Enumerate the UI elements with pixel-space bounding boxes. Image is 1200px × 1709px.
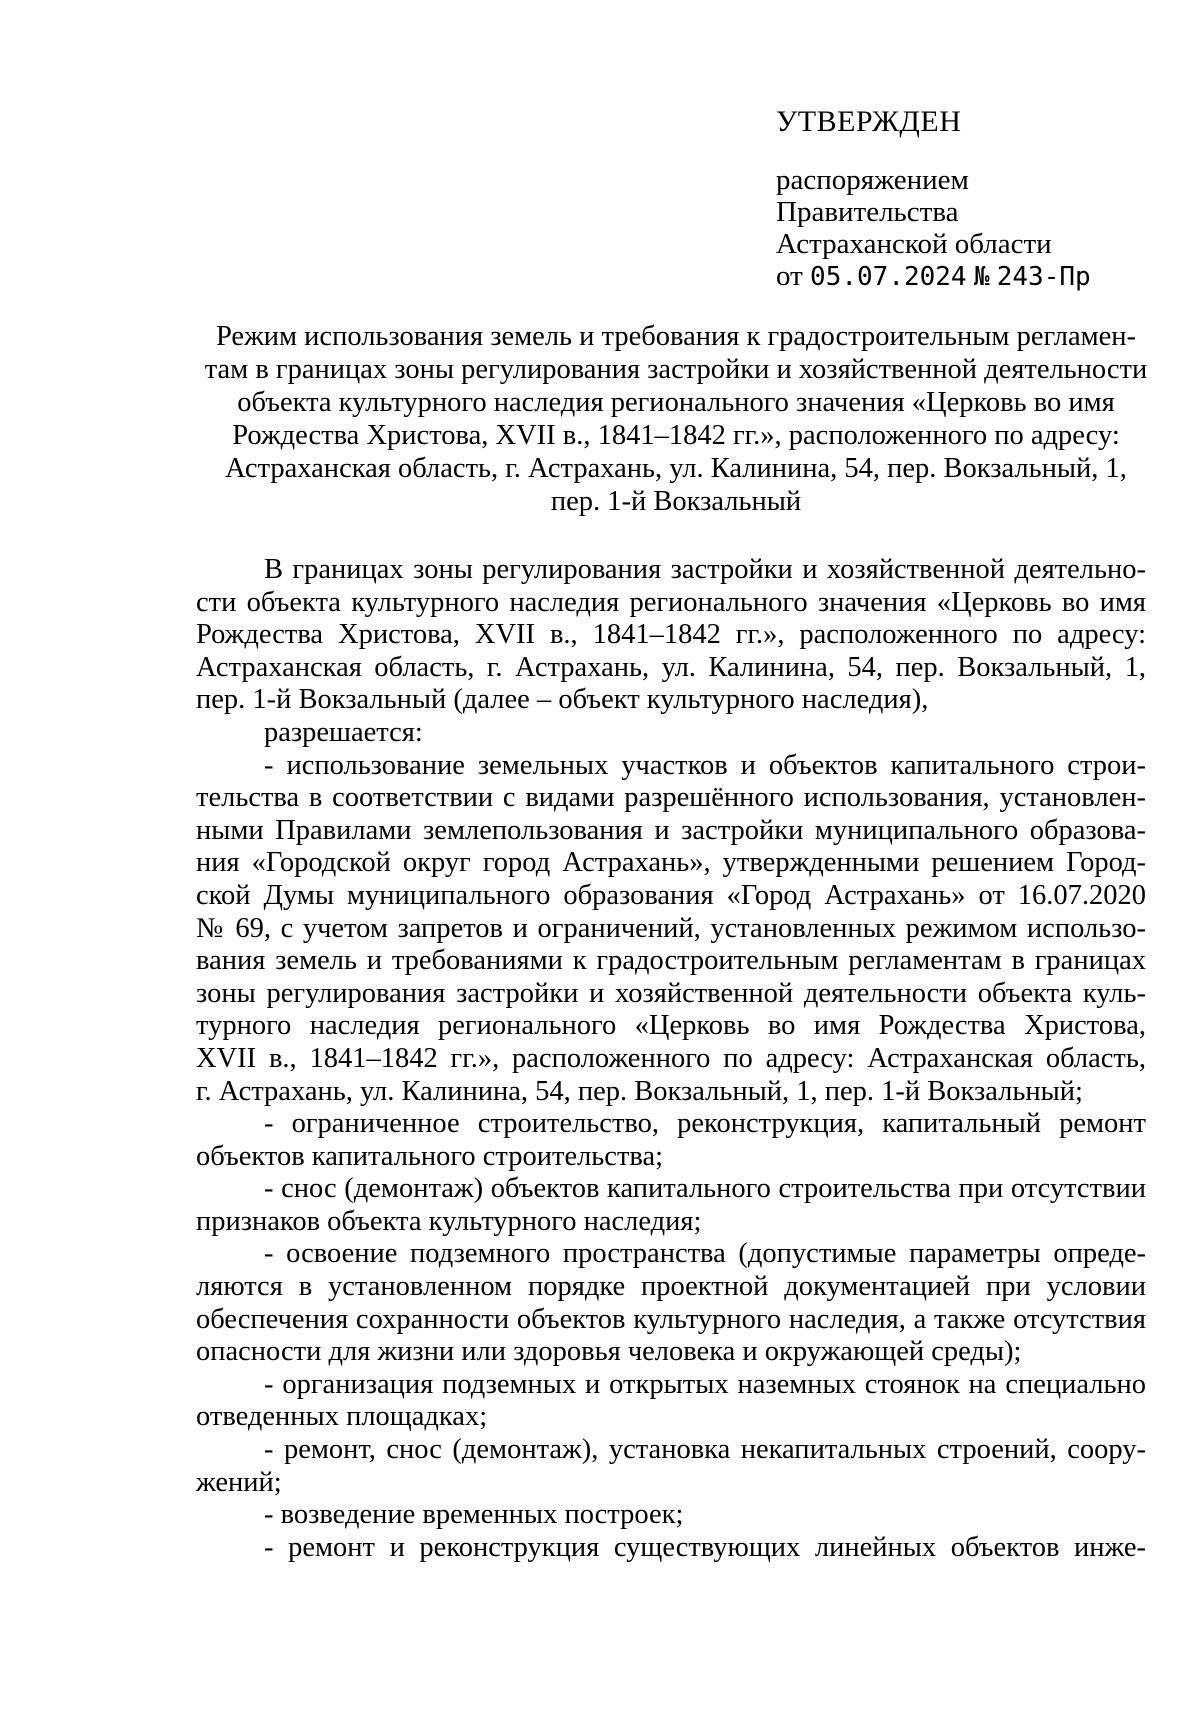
- allowed-label: разрешается:: [264, 716, 423, 748]
- body-line: - использование земельных участков и объектов капитального строи-: [264, 749, 1146, 781]
- body-line: турного наследия регионального «Церковь во имя Рождества Христова,: [196, 1010, 1146, 1042]
- body-line: вания земель и требованиями к градостроительным регламентам в границах: [196, 945, 1146, 977]
- approval-title: УТВЕРЖДЕН: [776, 105, 962, 138]
- body-line: - снос (демонтаж) объектов капитального строительства при отсутствии: [264, 1173, 1146, 1205]
- approval-date-prefix: от: [776, 260, 803, 292]
- body-line: признаков объекта культурного наследия;: [196, 1205, 702, 1237]
- heading-line: объекта культурного наследия регионального значения «Церковь во имя: [237, 387, 1115, 418]
- body-line: - возведение временных построек;: [264, 1499, 684, 1531]
- body-line: зоны регулирования застройки и хозяйственной деятельности объекта куль-: [196, 977, 1146, 1009]
- body-line: Астраханская область, г. Астрахань, ул. Калинина, 54, пер. Вокзальный, 1,: [196, 651, 1146, 683]
- body-line: - ремонт, снос (демонтаж), установка некапитальных строений, соору-: [264, 1434, 1146, 1466]
- body-line: - ограниченное строительство, реконструкция, капитальный ремонт: [264, 1108, 1146, 1140]
- body-line: ния «Городской округ город Астрахань», утвержденными решением Город-: [196, 847, 1146, 879]
- body-line: - организация подземных и открытых наземных стоянок на специально: [264, 1368, 1146, 1400]
- approval-number-sign: №: [973, 262, 990, 292]
- body-line: ской Думы муниципального образования «Город Астрахань» от 16.07.2020: [196, 879, 1146, 911]
- body-line: обеспечения сохранности объектов культурного наследия, а также отсутствия: [196, 1303, 1146, 1335]
- body-line: г. Астрахань, ул. Калинина, 54, пер. Вокзальный, 1, пер. 1-й Вокзальный;: [196, 1075, 1083, 1107]
- body-line: опасности для жизни или здоровья человека и окружающей среды);: [196, 1336, 1022, 1368]
- body-line: - освоение подземного пространства (допустимые параметры опреде-: [264, 1238, 1146, 1270]
- approval-line: Правительства: [776, 196, 959, 228]
- body-line: сти объекта культурного наследия регионального значения «Церковь во имя: [196, 586, 1146, 618]
- heading-line: Режим использования земель и требования к градостроительным регламен-: [215, 321, 1137, 352]
- body-line: пер. 1-й Вокзальный (далее – объект культурного наследия),: [196, 684, 929, 716]
- approval-date-line: [776, 260, 1156, 293]
- heading-line: там в границах зоны регулирования застройки и хозяйственной деятельности: [204, 354, 1148, 385]
- body-line: тельства в соответствии с видами разрешённого использования, установлен-: [196, 782, 1146, 814]
- approval-line: Астраханской области: [776, 228, 1052, 260]
- document-heading: [196, 320, 1156, 518]
- body-line: отведенных площадках;: [196, 1401, 488, 1433]
- body-line: В границах зоны регулирования застройки и хозяйственной деятельно-: [264, 554, 1146, 585]
- body-line: ными Правилами землепользования и застройки муниципального образова-: [196, 814, 1146, 846]
- heading-line: пер. 1-й Вокзальный: [550, 486, 802, 517]
- body-line: № 69, с учетом запретов и ограничений, установленных режимом использо-: [196, 912, 1146, 944]
- approval-line: распоряжением: [776, 164, 969, 196]
- body-line: ляются в установленном порядке проектной документацией при условии: [196, 1271, 1146, 1303]
- body-line: жений;: [196, 1466, 282, 1498]
- heading-line: Астраханская область, г. Астрахань, ул. Калинина, 54, пер. Вокзальный, 1,: [225, 453, 1127, 484]
- approval-date: 05.07.2024: [810, 262, 967, 292]
- body-line: объектов капитального строительства;: [196, 1140, 664, 1172]
- document-body: [196, 554, 1146, 1564]
- approval-number: 243-Пр: [996, 262, 1091, 292]
- body-line: Рождества Христова, XVII в., 1841–1842 гг.», расположенного по адресу:: [196, 619, 1146, 651]
- body-line: - ремонт и реконструкция существующих линейных объектов инже-: [264, 1531, 1146, 1563]
- body-line: XVII в., 1841–1842 гг.», расположенного по адресу: Астраханская область,: [196, 1042, 1146, 1074]
- approval-stamp: [776, 106, 1156, 293]
- heading-line: Рождества Христова, XVII в., 1841–1842 гг.», расположенного по адресу:: [232, 420, 1120, 451]
